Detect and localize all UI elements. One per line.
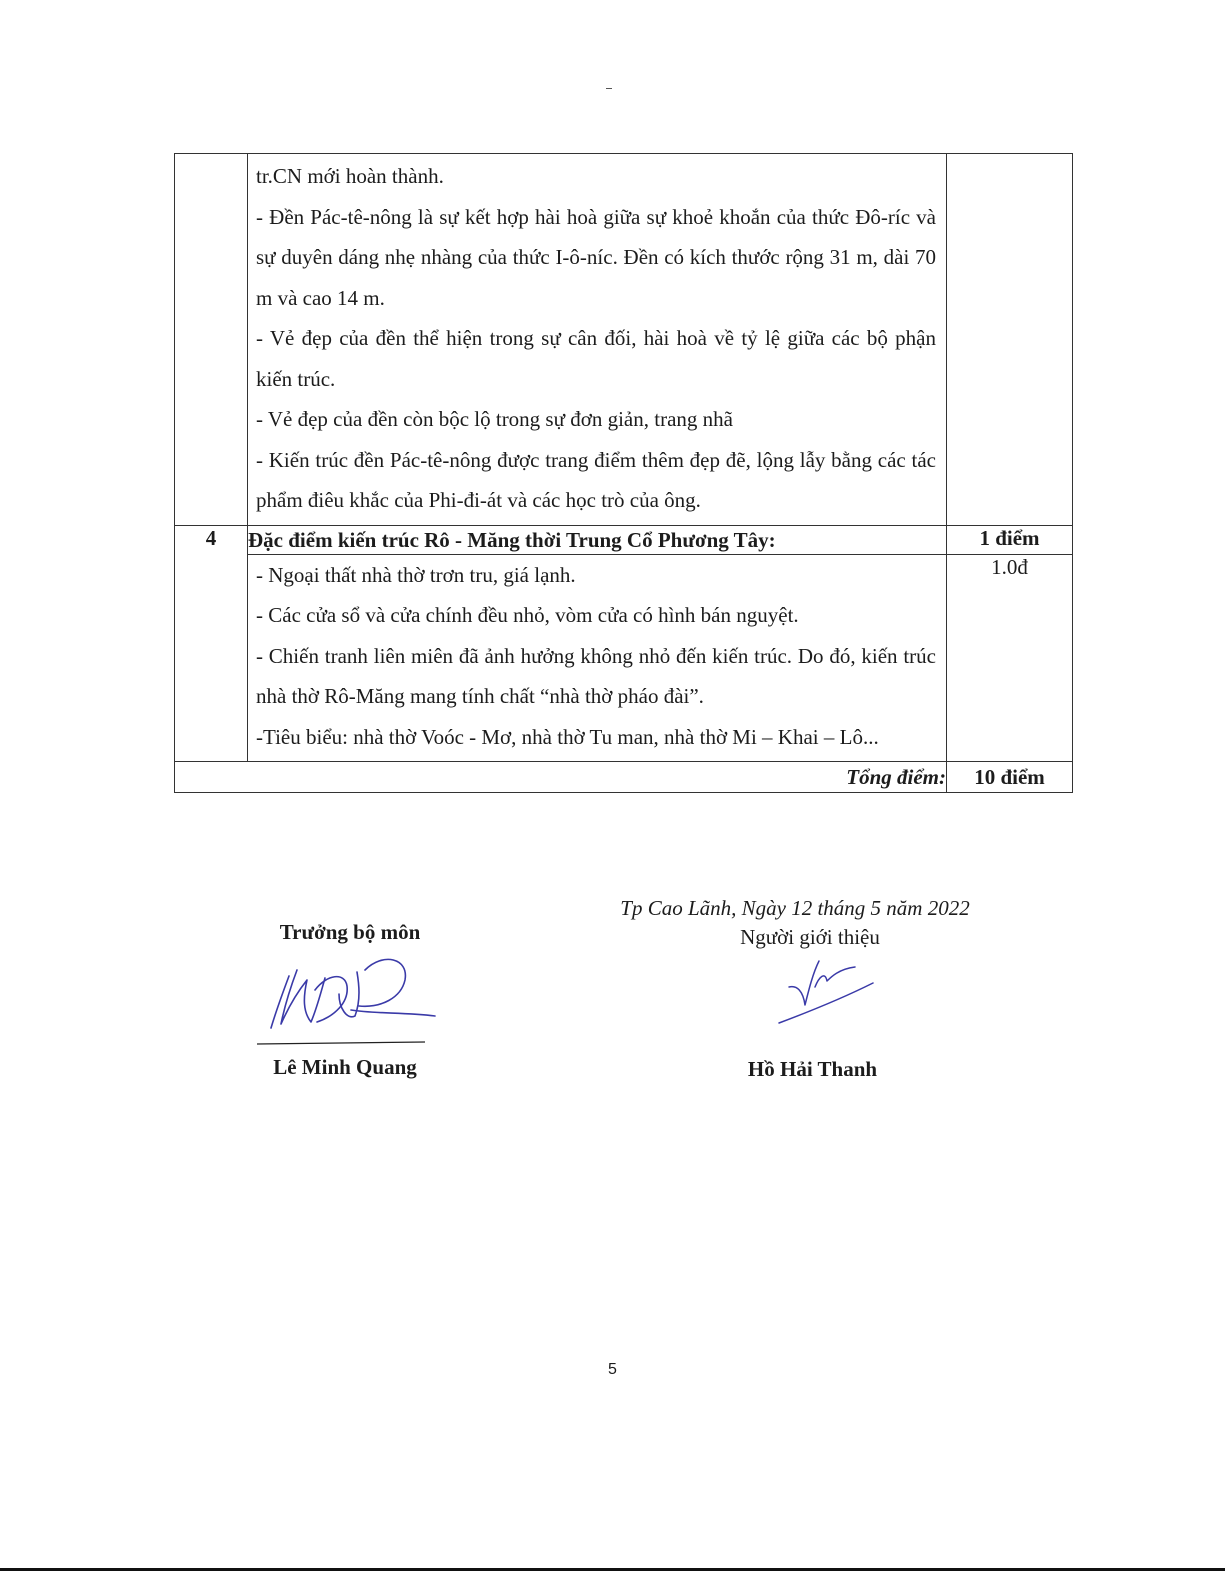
paragraph: -Tiêu biểu: nhà thờ Voóc - Mơ, nhà thờ Tu man, nhà thờ Mi – Khai – Lô...	[256, 724, 879, 749]
left-signer-block	[240, 1055, 450, 1080]
paragraph: - Đền Pác-tê-nông là sự kết hợp hài hoà giữa sự khoẻ khoắn của thức Đô-ríc và sự duyên dáng nhẹ nhàng của thức I-ô-níc. Đền có kích thước rộng 31 m, dài 70 m và cao 14 m.	[256, 204, 936, 310]
total-label: Tổng điểm:	[175, 762, 947, 793]
handwritten-signature-left	[255, 950, 445, 1050]
signer-title: Người giới thiệu	[740, 925, 880, 949]
number-cell	[175, 154, 248, 526]
signer-name: Hồ Hải Thanh	[747, 1057, 878, 1081]
content-cell	[248, 554, 947, 762]
page-number: 5	[608, 1361, 617, 1378]
content-cell	[248, 154, 947, 526]
paragraph: - Vẻ đẹp của đền còn bộc lộ trong sự đơn giản, trang nhã	[256, 407, 733, 431]
question-title: Đặc điểm kiến trúc Rô - Măng thời Trung Cổ Phương Tây:	[248, 525, 947, 554]
paragraph: - Ngoại thất nhà thờ trơn tru, giá lạnh.	[256, 562, 576, 587]
date-line: Tp Cao Lãnh, Ngày 12 tháng 5 năm 2022	[620, 896, 970, 920]
question-number: 4	[175, 525, 248, 762]
table-row	[175, 154, 1073, 526]
paragraph: - Các cửa sổ và cửa chính đều nhỏ, vòm cửa có hình bán nguyệt.	[256, 603, 799, 627]
scan-border	[0, 1568, 1225, 1571]
paragraph: - Chiến tranh liên miên đã ảnh hưởng không nhỏ đến kiến trúc. Do đó, kiến trúc nhà thờ Rô-Măng mang tính chất “nhà thờ pháo đài”.	[256, 643, 936, 708]
total-row	[175, 762, 1073, 793]
table-row	[175, 554, 1073, 762]
answer-table	[174, 153, 1073, 793]
question-points: 1 điểm	[947, 525, 1073, 554]
answer-points: 1.0đ	[947, 554, 1073, 762]
left-signature-block	[240, 920, 460, 945]
paragraph: - Kiến trúc đền Pác-tê-nông được trang điểm thêm đẹp đẽ, lộng lẫy bằng các tác phẩm điêu khắc của Phi-đi-át và các học trò của ông.	[256, 447, 936, 512]
points-cell	[947, 154, 1073, 526]
total-value: 10 điểm	[947, 762, 1073, 793]
right-signer-block	[710, 1057, 915, 1082]
signer-title: Trưởng bộ môn	[279, 920, 421, 944]
handwritten-signature-right	[775, 955, 885, 1030]
paragraph: - Vẻ đẹp của đền thể hiện trong sự cân đối, hài hoà về tỷ lệ giữa các bộ phận kiến trúc.	[256, 326, 936, 391]
table-row	[175, 525, 1073, 554]
signer-name: Lê Minh Quang	[273, 1055, 417, 1079]
scan-mark	[606, 88, 612, 89]
paragraph: tr.CN mới hoàn thành.	[256, 164, 444, 188]
